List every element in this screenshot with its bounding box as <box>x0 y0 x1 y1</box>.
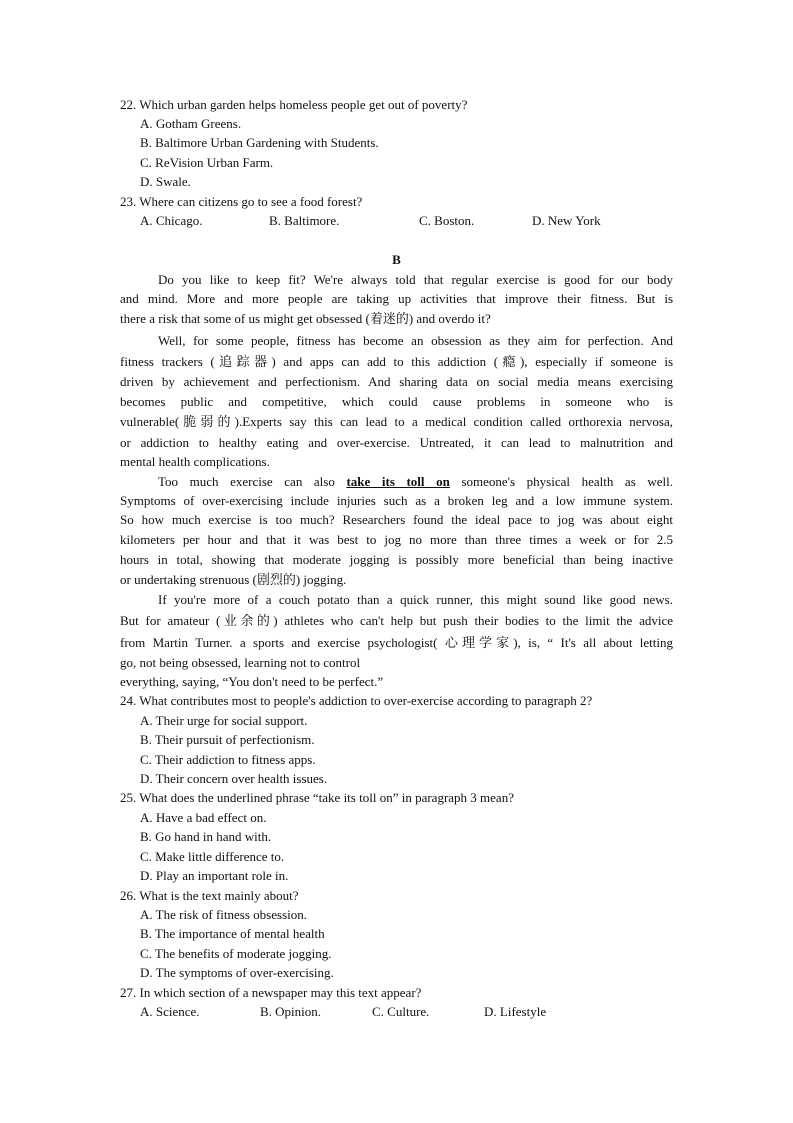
passage-p4-line-3: from Martin Turner. a sports and exercise psychologist( 心理学家), is, “ It's all about letting <box>120 635 673 650</box>
question-22-option-b: B. Baltimore Urban Gardening with Students. <box>140 135 379 150</box>
passage-p2-line-1: Well, for some people, fitness has become an obsession as they aim for perfection. And <box>158 333 673 348</box>
question-22-option-d: D. Swale. <box>140 174 191 189</box>
passage-p4-line-4: go, not being obsessed, learning not to control <box>120 655 361 670</box>
question-26-option-a: A. The risk of fitness obsession. <box>140 907 307 922</box>
passage-p3-line-1 <box>158 472 673 491</box>
question-24-option-c: C. Their addiction to fitness apps. <box>140 752 316 767</box>
question-24-option-b: B. Their pursuit of perfectionism. <box>140 732 315 747</box>
question-25-stem: 25. What does the underlined phrase “take its toll on” in paragraph 3 mean? <box>120 790 514 805</box>
question-22-option-c: C. ReVision Urban Farm. <box>140 155 274 170</box>
question-23-options <box>140 211 640 230</box>
question-25-option-a: A. Have a bad effect on. <box>140 810 267 825</box>
question-24-option-d: D. Their concern over health issues. <box>140 771 328 786</box>
question-23-stem: 23. Where can citizens go to see a food forest? <box>120 194 363 209</box>
passage-p2-line-7: mental health complications. <box>120 454 270 469</box>
underlined-phrase: take its toll on <box>346 474 450 489</box>
passage-p3-line-5: hours in total, showing that moderate jogging is possibly more beneficial than being inactive <box>120 552 673 567</box>
passage-p2-line-5: vulnerable(脆弱的).Experts say this can lead to a medical condition called orthorexia nervosa, <box>120 414 673 429</box>
passage-p2-line-6: or addiction to healthy eating and over-exercise. Untreated, it can lead to malnutrition and <box>120 435 673 450</box>
question-24-option-a: A. Their urge for social support. <box>140 713 308 728</box>
passage-p2-line-2: fitness trackers (追踪器) and apps can add to this addiction (瘾), especially if someone is <box>120 354 673 369</box>
question-22-option-a: A. Gotham Greens. <box>140 116 242 131</box>
question-25-option-d: D. Play an important role in. <box>140 868 289 883</box>
question-22-stem: 22. Which urban garden helps homeless people get out of poverty? <box>120 97 468 112</box>
passage-p3-line-6: or undertaking strenuous (剧烈的) jogging. <box>120 572 347 587</box>
question-27-options <box>140 1002 640 1021</box>
question-26-option-c: C. The benefits of moderate jogging. <box>140 946 332 961</box>
passage-p3-line-4: kilometers per hour and that it was best to jog no more than three times a week or for 2.5 <box>120 532 673 547</box>
passage-p1-line-3: there a risk that some of us might get obsessed (着迷的) and overdo it? <box>120 311 491 326</box>
passage-p2-line-4: becomes public and competitive, which could cause problems in someone who is <box>120 394 673 409</box>
passage-p3-lead-text: Too much exercise can also <box>158 474 335 489</box>
passage-p1-line-1: Do you like to keep fit? We're always told that regular exercise is good for our body <box>158 272 673 287</box>
question-26-option-d: D. The symptoms of over-exercising. <box>140 965 334 980</box>
question-23-option-d: D. New York <box>532 213 601 228</box>
passage-p3-line-3: So how much exercise is too much? Researchers found the ideal pace to jog was about eight <box>120 512 673 527</box>
question-27-stem: 27. In which section of a newspaper may this text appear? <box>120 985 422 1000</box>
question-27-option-a: A. Science. <box>140 1004 200 1019</box>
passage-p1-line-2: and mind. More and more people are taking up activities that improve their fitness. But is <box>120 291 673 306</box>
question-23-option-a: A. Chicago. <box>140 213 203 228</box>
question-26-stem: 26. What is the text mainly about? <box>120 888 299 903</box>
section-title: B <box>392 252 401 267</box>
passage-p4-line-1: If you're more of a couch potato than a quick runner, this might sound like good news. <box>158 592 673 607</box>
question-23-option-c: C. Boston. <box>419 213 475 228</box>
passage-p4-line-5: everything, saying, “You don't need to be perfect.” <box>120 674 384 689</box>
question-26-option-b: B. The importance of mental health <box>140 926 325 941</box>
question-25-option-c: C. Make little difference to. <box>140 849 285 864</box>
passage-p3-line-2: Symptoms of over-exercising include injuries such as a broken leg and a low immune system. <box>120 493 673 508</box>
passage-p3-trail-text: someone's physical health as well. <box>461 474 673 489</box>
question-27-option-c: C. Culture. <box>372 1004 430 1019</box>
question-23-option-b: B. Baltimore. <box>269 213 340 228</box>
passage-p4-line-2: But for amateur (业余的) athletes who can't help but push their bodies to the limit the advice <box>120 613 673 628</box>
question-27-option-b: B. Opinion. <box>260 1004 322 1019</box>
question-27-option-d: D. Lifestyle <box>484 1004 547 1019</box>
question-24-stem: 24. What contributes most to people's addiction to over-exercise according to paragraph 2? <box>120 693 593 708</box>
question-25-option-b: B. Go hand in hand with. <box>140 829 272 844</box>
passage-p2-line-3: driven by achievement and perfectionism. And sharing data on social media means exercising <box>120 374 673 389</box>
